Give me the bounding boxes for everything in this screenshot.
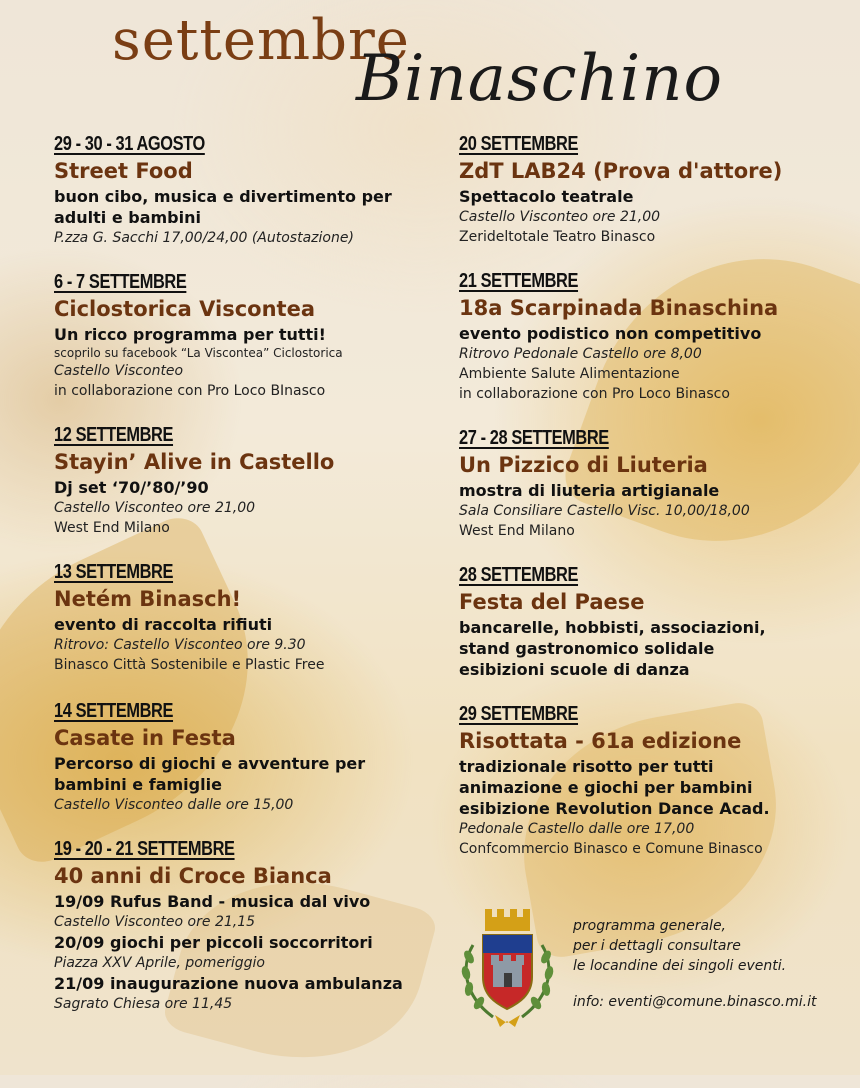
event-date: 28 SETTEMBRE: [459, 564, 579, 586]
footer-line: programma generale,: [573, 918, 727, 934]
event-detail-line: mostra di liuteria artigianale: [459, 481, 720, 500]
event-detail-line: Zerideltotale Teatro Binasco: [459, 229, 656, 245]
title-name: Binaschino: [356, 42, 723, 116]
event-detail-line: Dj set ‘70/’80/’90: [54, 478, 209, 497]
event-detail-line: Confcommercio Binasco e Comune Binasco: [459, 841, 763, 857]
event-date: 29 - 30 - 31 AGOSTO: [54, 133, 205, 155]
event-detail-line: P.zza G. Sacchi 17,00/24,00 (Autostazione): [54, 230, 354, 246]
event-detail-line: Ambiente Salute Alimentazione: [459, 366, 680, 382]
municipal-crest-icon: [455, 905, 560, 1030]
event-detail-line: Ritrovo Pedonale Castello ore 8,00: [459, 346, 702, 362]
event-detail-line: Un ricco programma per tutti!: [54, 325, 326, 344]
event-block: [54, 132, 444, 248]
event-detail-line: Spettacolo teatrale: [459, 187, 634, 206]
event-detail-line: in collaborazione con Pro Loco Binasco: [459, 386, 730, 402]
event-date: 13 SETTEMBRE: [54, 561, 174, 583]
event-detail-line: Castello Visconteo ore 21,15: [54, 914, 256, 930]
event-detail-line: evento di raccolta rifiuti: [54, 615, 273, 634]
event-date: 12 SETTEMBRE: [54, 424, 174, 446]
event-title: Risottata - 61a edizione: [459, 729, 742, 753]
event-title: 18a Scarpinada Binaschina: [459, 296, 779, 320]
event-detail-line: Ritrovo: Castello Visconteo ore 9.30: [54, 637, 306, 653]
event-block: [459, 563, 849, 680]
event-title: Festa del Paese: [459, 590, 645, 614]
event-block: [54, 423, 444, 538]
event-detail-line: West End Milano: [459, 523, 575, 539]
event-detail-line: Pedonale Castello dalle ore 17,00: [459, 821, 695, 837]
event-date: 6 - 7 SETTEMBRE: [54, 271, 187, 293]
event-detail-line: buon cibo, musica e divertimento per: [54, 187, 392, 206]
event-detail-line: Castello Visconteo ore 21,00: [459, 209, 661, 225]
event-block: [459, 269, 849, 404]
event-detail-line: 21/09 inaugurazione nuova ambulanza: [54, 974, 403, 993]
right-event-column: [459, 132, 849, 859]
event-title: Stayin’ Alive in Castello: [54, 450, 335, 474]
event-detail-line: 19/09 Rufus Band - musica dal vivo: [54, 892, 371, 911]
event-detail-line: Piazza XXV Aprile, pomeriggio: [54, 955, 265, 971]
event-block: [459, 702, 849, 859]
event-date: 21 SETTEMBRE: [459, 270, 579, 292]
event-detail-line: Castello Visconteo: [54, 363, 184, 379]
event-detail-line: bambini e famiglie: [54, 775, 222, 794]
event-title: Ciclostorica Viscontea: [54, 297, 315, 321]
event-title: Netém Binasch!: [54, 587, 242, 611]
event-date: 27 - 28 SETTEMBRE: [459, 427, 609, 449]
event-date: 19 - 20 - 21 SETTEMBRE: [54, 838, 235, 860]
event-detail-line: bancarelle, hobbisti, associazioni,: [459, 618, 766, 637]
event-detail-line: 20/09 giochi per piccoli soccorritori: [54, 933, 373, 952]
event-detail-line: scoprilo su facebook “La Viscontea” Ciclostorica: [54, 346, 343, 360]
event-detail-line: esibizione Revolution Dance Acad.: [459, 799, 770, 818]
event-block: [54, 270, 444, 401]
event-block: [54, 699, 444, 815]
title-month: settembre: [112, 8, 410, 73]
event-block: [459, 426, 849, 541]
event-detail-line: stand gastronomico solidale: [459, 639, 715, 658]
event-detail-line: adulti e bambini: [54, 208, 201, 227]
event-date: 14 SETTEMBRE: [54, 700, 174, 722]
event-block: [54, 837, 444, 1014]
event-block: [459, 132, 849, 247]
event-title: Casate in Festa: [54, 726, 236, 750]
event-detail-line: esibizioni scuole di danza: [459, 660, 690, 679]
event-detail-line: Castello Visconteo dalle ore 15,00: [54, 797, 294, 813]
event-title: Street Food: [54, 159, 193, 183]
event-detail-line: Sala Consiliare Castello Visc. 10,00/18,00: [459, 503, 750, 519]
event-date: 29 SETTEMBRE: [459, 703, 579, 725]
event-detail-line: animazione e giochi per bambini: [459, 778, 753, 797]
event-title: Un Pizzico di Liuteria: [459, 453, 708, 477]
event-block: [54, 560, 444, 675]
event-detail-line: Binasco Città Sostenibile e Plastic Free: [54, 657, 325, 673]
event-title: ZdT LAB24 (Prova d'attore): [459, 159, 783, 183]
event-title: 40 anni di Croce Bianca: [54, 864, 332, 888]
event-detail-line: Sagrato Chiesa ore 11,45: [54, 996, 233, 1012]
event-detail-line: in collaborazione con Pro Loco BInasco: [54, 383, 326, 399]
event-detail-line: West End Milano: [54, 520, 170, 536]
left-event-column: [54, 132, 444, 1014]
event-detail-line: Percorso di giochi e avventure per: [54, 754, 366, 773]
footer-info: [573, 916, 817, 1012]
footer-line: per i dettagli consultare: [573, 938, 741, 954]
event-date: 20 SETTEMBRE: [459, 133, 579, 155]
event-detail-line: tradizionale risotto per tutti: [459, 757, 714, 776]
event-detail-line: evento podistico non competitivo: [459, 324, 762, 343]
footer-contact-email: info: eventi@comune.binasco.mi.it: [573, 994, 817, 1010]
footer-line: le locandine dei singoli eventi.: [573, 958, 787, 974]
event-detail-line: Castello Visconteo ore 21,00: [54, 500, 256, 516]
